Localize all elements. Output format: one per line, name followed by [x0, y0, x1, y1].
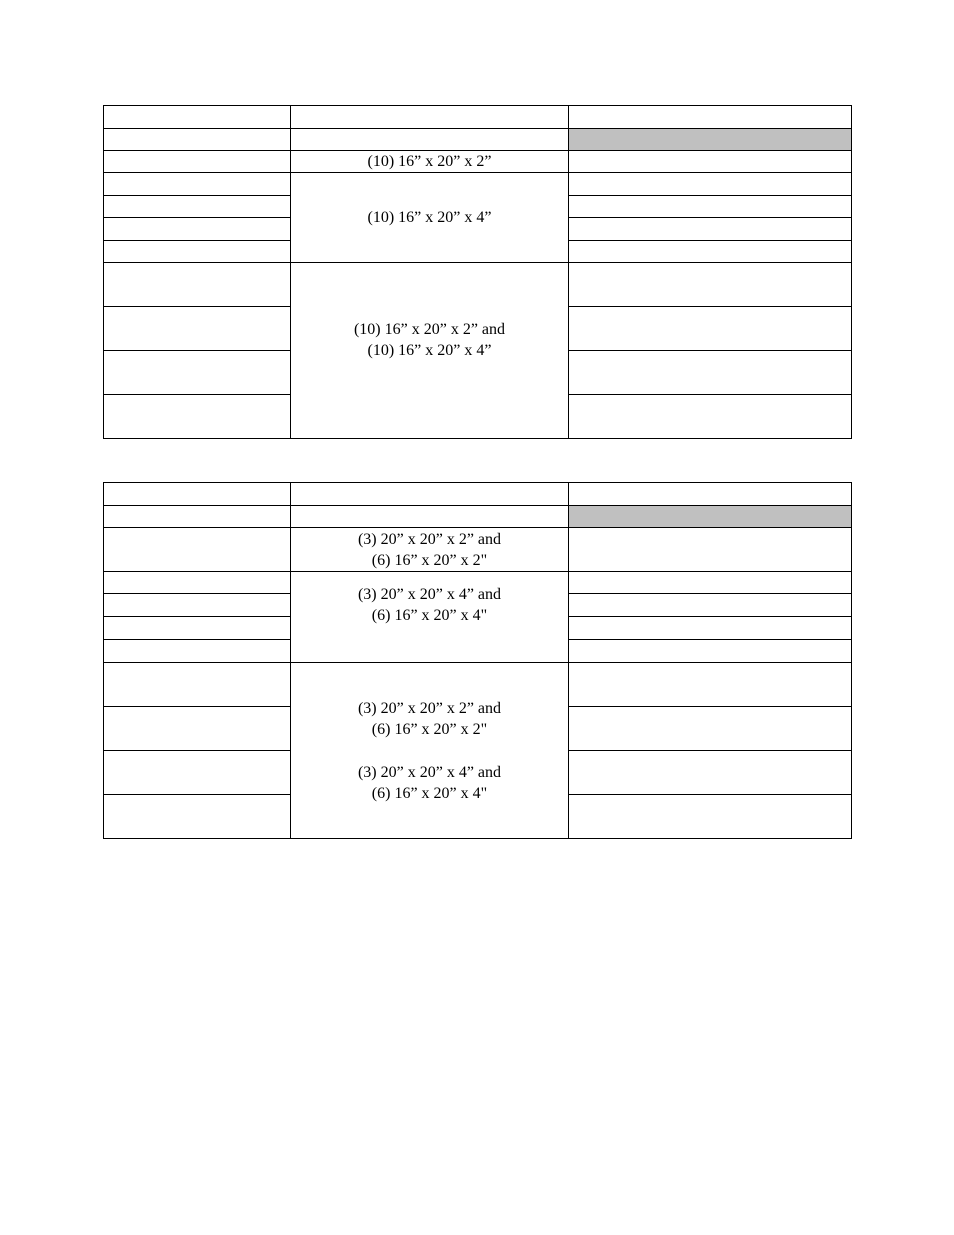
- table-row: [104, 106, 852, 129]
- table-cell: [291, 506, 569, 528]
- table-cell: [569, 241, 852, 263]
- table-row: [104, 483, 852, 506]
- filter-size-cell: [291, 151, 569, 173]
- table-cell: [569, 395, 852, 439]
- table-cell: [104, 307, 291, 351]
- table-row: [104, 528, 852, 572]
- filter-size-cell: [291, 663, 569, 839]
- table-cell: [104, 617, 291, 640]
- filter-size-text: (3) 20” x 20” x 4” and: [357, 586, 502, 603]
- table-cell: [569, 351, 852, 395]
- table-cell: [104, 483, 291, 506]
- table-cell: [104, 218, 291, 241]
- table-cell: [569, 663, 852, 707]
- filter-size-text: (10) 16” x 20” x 4”: [367, 209, 492, 226]
- table-cell: [104, 196, 291, 218]
- table-cell: [569, 483, 852, 506]
- table-cell: [104, 751, 291, 795]
- filter-size-text: (6) 16” x 20” x 4": [371, 607, 488, 624]
- table-cell: [569, 528, 852, 572]
- filter-table-2: [103, 482, 852, 839]
- filter-size-text: (3) 20” x 20” x 2” and: [357, 530, 502, 548]
- table-cell: [104, 241, 291, 263]
- table-cell: [291, 106, 569, 129]
- filter-size-text: (6) 16” x 20” x 4": [371, 784, 488, 802]
- filter-size-text: (3) 20” x 20” x 4” and: [357, 763, 502, 781]
- table-cell: [104, 594, 291, 617]
- table-cell: [291, 129, 569, 151]
- table-cell: [569, 572, 852, 594]
- table-cell: [569, 751, 852, 795]
- table-cell: [104, 129, 291, 151]
- table-cell: [569, 795, 852, 839]
- table-cell: [104, 351, 291, 395]
- table-cell: [104, 528, 291, 572]
- table-row: [104, 663, 852, 707]
- table-row: [104, 129, 852, 151]
- table-cell: [569, 707, 852, 751]
- filter-size-cell: [291, 173, 569, 263]
- table-cell: [104, 707, 291, 751]
- table-cell: [569, 617, 852, 640]
- filter-table-1: [103, 105, 852, 439]
- filter-size-text: (6) 16” x 20” x 2": [371, 551, 488, 569]
- table-cell: [104, 506, 291, 528]
- table-cell: [569, 640, 852, 663]
- filter-size-text: (10) 16” x 20” x 2” and: [353, 320, 506, 338]
- table-cell: [569, 594, 852, 617]
- table-cell: [569, 196, 852, 218]
- table-row: [104, 173, 852, 196]
- filter-size-text: (3) 20” x 20” x 2” and: [357, 699, 502, 717]
- table-cell: [104, 395, 291, 439]
- table-row: [104, 151, 852, 173]
- table-cell: [569, 173, 852, 196]
- table-cell: [569, 218, 852, 241]
- table-cell: [569, 263, 852, 307]
- table-cell: [291, 483, 569, 506]
- table-cell: [104, 173, 291, 196]
- table-cell: [104, 795, 291, 839]
- table-cell: [569, 151, 852, 173]
- table-cell: [104, 151, 291, 173]
- shaded-cell: [569, 129, 852, 151]
- table-cell: [104, 640, 291, 663]
- table-cell: [104, 263, 291, 307]
- table-cell: [104, 572, 291, 594]
- shaded-cell: [569, 506, 852, 528]
- table-row: [104, 572, 852, 594]
- table-cell: [569, 307, 852, 351]
- table-row: [104, 263, 852, 307]
- table-cell: [569, 106, 852, 129]
- filter-size-text: (6) 16” x 20” x 2": [371, 720, 488, 738]
- filter-size-cell: [291, 528, 569, 572]
- table-row: [104, 506, 852, 528]
- filter-size-cell: [291, 263, 569, 439]
- filter-size-cell: [291, 572, 569, 663]
- filter-size-text: (10) 16” x 20” x 2”: [367, 153, 492, 170]
- table-cell: [104, 106, 291, 129]
- filter-size-text: (10) 16” x 20” x 4”: [367, 341, 492, 359]
- table-cell: [104, 663, 291, 707]
